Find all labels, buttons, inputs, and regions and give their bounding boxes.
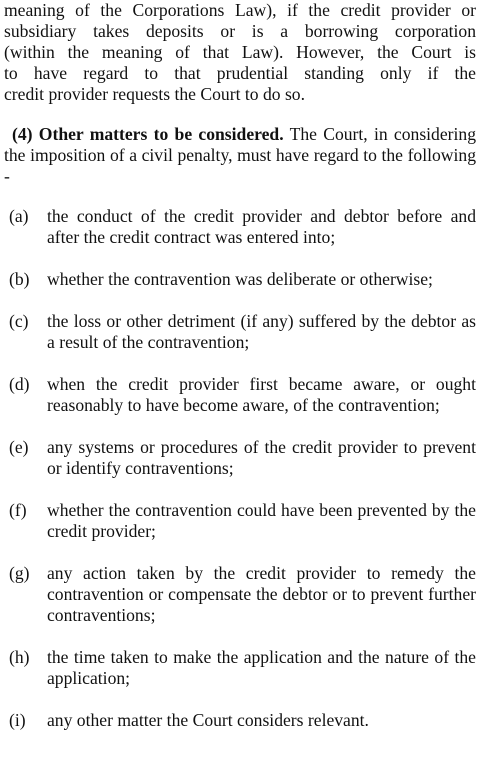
item-label: (h) bbox=[9, 647, 30, 667]
item-label: (b) bbox=[9, 269, 30, 289]
list-item bbox=[4, 647, 476, 689]
item-text: the conduct of the credit provider and debtor before and after the credit contract was entered into; bbox=[47, 206, 476, 247]
paragraph-list bbox=[4, 206, 476, 731]
item-text: whether the contravention was deliberate or otherwise; bbox=[47, 269, 433, 289]
list-item bbox=[4, 710, 476, 731]
item-text: any other matter the Court considers relevant. bbox=[47, 710, 369, 730]
intro-line: credit provider requests the Court to do so. bbox=[4, 84, 305, 104]
intro-line: meaning of the Corporations Law), if the credit provider or bbox=[4, 0, 476, 20]
item-label: (i) bbox=[9, 710, 26, 730]
item-text: whether the contravention could have been prevented by the credit provider; bbox=[47, 500, 476, 541]
list-item bbox=[4, 269, 476, 290]
intro-line: (within the meaning of that Law). However, the Court is bbox=[4, 42, 476, 62]
item-label: (f) bbox=[9, 500, 27, 520]
list-item bbox=[4, 563, 476, 626]
section-lead: The Court, in considering the imposition of a civil penalty, must have regard to the following - bbox=[4, 124, 476, 186]
document-page bbox=[4, 0, 476, 731]
item-text: the loss or other detriment (if any) suffered by the debtor as a result of the contravention; bbox=[47, 311, 476, 352]
item-label: (e) bbox=[9, 437, 29, 457]
item-label: (c) bbox=[9, 311, 29, 331]
item-text: when the credit provider first became aware, or ought reasonably to have become aware, of the contravention; bbox=[47, 374, 476, 415]
intro-line: to have regard to that prudential standing only if the bbox=[4, 63, 476, 83]
item-text: any systems or procedures of the credit provider to prevent or identify contraventions; bbox=[47, 437, 476, 478]
item-label: (g) bbox=[9, 563, 30, 583]
list-item bbox=[4, 374, 476, 416]
list-item bbox=[4, 206, 476, 248]
item-label: (a) bbox=[9, 206, 29, 226]
item-text: the time taken to make the application and the nature of the application; bbox=[47, 647, 476, 688]
list-item bbox=[4, 500, 476, 542]
list-item bbox=[4, 311, 476, 353]
intro-line: subsidiary takes deposits or is a borrowing corporation bbox=[4, 21, 476, 41]
section-paragraph bbox=[4, 124, 476, 187]
section-heading: Other matters to be considered. bbox=[38, 124, 284, 144]
intro-paragraph bbox=[4, 0, 476, 105]
item-text: any action taken by the credit provider to remedy the contravention or compensate the debtor or to prevent further contraventions; bbox=[47, 563, 476, 625]
list-item bbox=[4, 437, 476, 479]
item-label: (d) bbox=[9, 374, 30, 394]
section-number: (4) bbox=[12, 124, 33, 144]
